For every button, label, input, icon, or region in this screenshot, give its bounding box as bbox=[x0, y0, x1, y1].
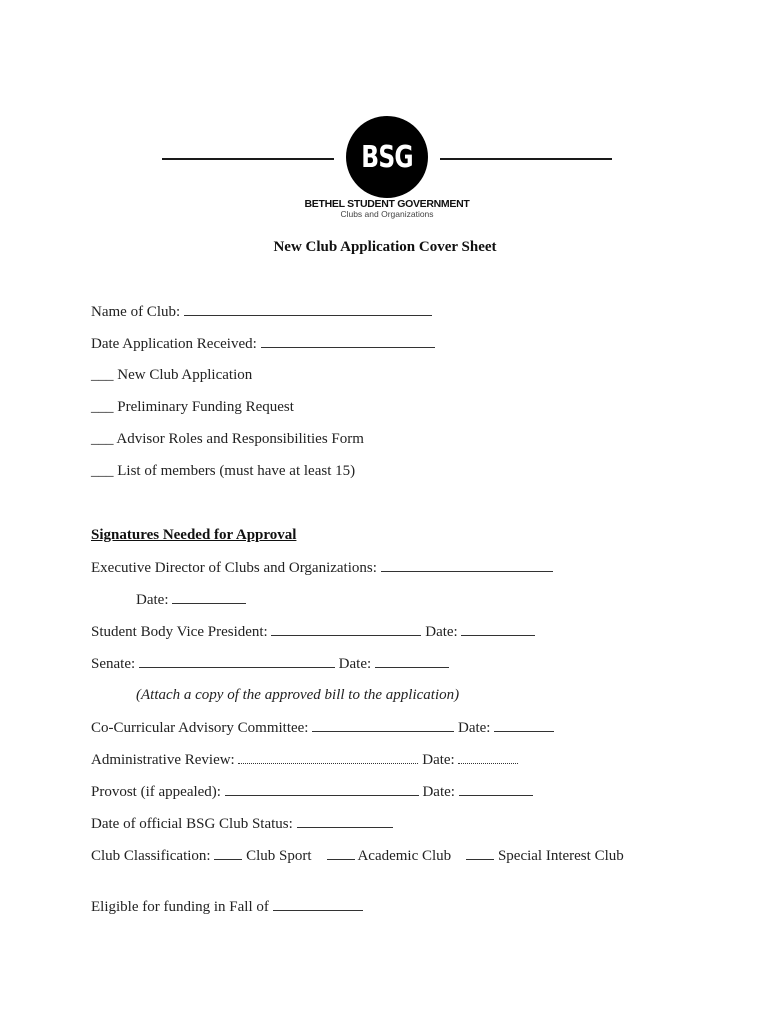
exec-director-row bbox=[91, 559, 553, 577]
academic-club-checkbox[interactable] bbox=[327, 847, 355, 860]
date-received-row bbox=[91, 335, 435, 353]
special-interest-label: Special Interest Club bbox=[497, 848, 624, 864]
admin-review-blank[interactable] bbox=[238, 751, 418, 764]
club-sport-checkbox[interactable] bbox=[214, 847, 242, 860]
funding-blank[interactable] bbox=[273, 898, 363, 911]
admin-review-date-label: Date: bbox=[422, 752, 455, 768]
cocurricular-blank[interactable] bbox=[312, 719, 454, 732]
date-received-blank[interactable] bbox=[261, 335, 435, 348]
senate-blank[interactable] bbox=[139, 655, 335, 668]
attach-note: (Attach a copy of the approved bill to the application) bbox=[136, 687, 460, 703]
cocurricular-date-label: Date: bbox=[457, 720, 491, 736]
logo-rule-right bbox=[440, 158, 612, 160]
club-name-label: Name of Club: bbox=[91, 304, 181, 320]
exec-director-date-label: Date: bbox=[136, 592, 169, 608]
classification-row bbox=[91, 847, 624, 865]
org-name: BETHEL STUDENT GOVERNMENT bbox=[304, 198, 470, 210]
senate-row bbox=[91, 655, 449, 673]
exec-director-date-row bbox=[136, 591, 246, 609]
bsg-logo bbox=[346, 116, 428, 198]
classification-label: Club Classification: bbox=[91, 848, 211, 864]
provost-row bbox=[91, 783, 533, 801]
checklist-item-advisor[interactable]: ___ Advisor Roles and Responsibilities Form bbox=[91, 431, 364, 447]
date-received-label: Date Application Received: bbox=[91, 336, 257, 352]
checklist-item-members[interactable]: ___ List of members (must have at least 15) bbox=[91, 463, 356, 479]
signatures-heading: Signatures Needed for Approval bbox=[91, 527, 297, 543]
senate-date-label: Date: bbox=[338, 656, 372, 672]
checklist-item-funding[interactable]: ___ Preliminary Funding Request bbox=[91, 399, 294, 415]
vice-president-blank[interactable] bbox=[271, 623, 421, 636]
official-status-label: Date of official BSG Club Status: bbox=[91, 816, 293, 832]
admin-review-date-blank[interactable] bbox=[458, 751, 518, 764]
admin-review-row bbox=[91, 751, 518, 769]
logo-text: BSG bbox=[361, 139, 413, 175]
exec-director-blank[interactable] bbox=[381, 559, 553, 572]
provost-date-label: Date: bbox=[422, 784, 455, 800]
club-sport-label: Club Sport bbox=[246, 848, 312, 864]
vice-president-date-blank[interactable] bbox=[461, 623, 535, 636]
provost-blank[interactable] bbox=[225, 783, 419, 796]
funding-label: Eligible for funding in Fall of bbox=[91, 899, 269, 915]
club-name-blank[interactable] bbox=[184, 303, 432, 316]
page-title: New Club Application Cover Sheet bbox=[273, 239, 497, 255]
cocurricular-label: Co-Curricular Advisory Committee: bbox=[91, 720, 309, 736]
org-subtitle: Clubs and Organizations bbox=[340, 209, 434, 219]
academic-club-label: Academic Club bbox=[357, 848, 452, 864]
senate-label: Senate: bbox=[91, 656, 136, 672]
vice-president-label: Student Body Vice President: bbox=[91, 624, 268, 640]
senate-date-blank[interactable] bbox=[375, 655, 449, 668]
club-name-row bbox=[91, 303, 432, 321]
exec-director-label: Executive Director of Clubs and Organizations: bbox=[91, 560, 377, 576]
official-status-blank[interactable] bbox=[297, 815, 393, 828]
admin-review-label: Administrative Review: bbox=[91, 752, 235, 768]
official-status-row bbox=[91, 815, 393, 833]
provost-label: Provost (if appealed): bbox=[91, 784, 221, 800]
vice-president-row bbox=[91, 623, 535, 641]
exec-director-date-blank[interactable] bbox=[172, 591, 246, 604]
logo-rule-left bbox=[162, 158, 334, 160]
vice-president-date-label: Date: bbox=[425, 624, 458, 640]
checklist-item-application[interactable]: ___ New Club Application bbox=[91, 367, 253, 383]
cocurricular-row bbox=[91, 719, 554, 737]
cocurricular-date-blank[interactable] bbox=[494, 719, 554, 732]
special-interest-checkbox[interactable] bbox=[466, 847, 494, 860]
provost-date-blank[interactable] bbox=[459, 783, 533, 796]
funding-row bbox=[91, 898, 363, 916]
